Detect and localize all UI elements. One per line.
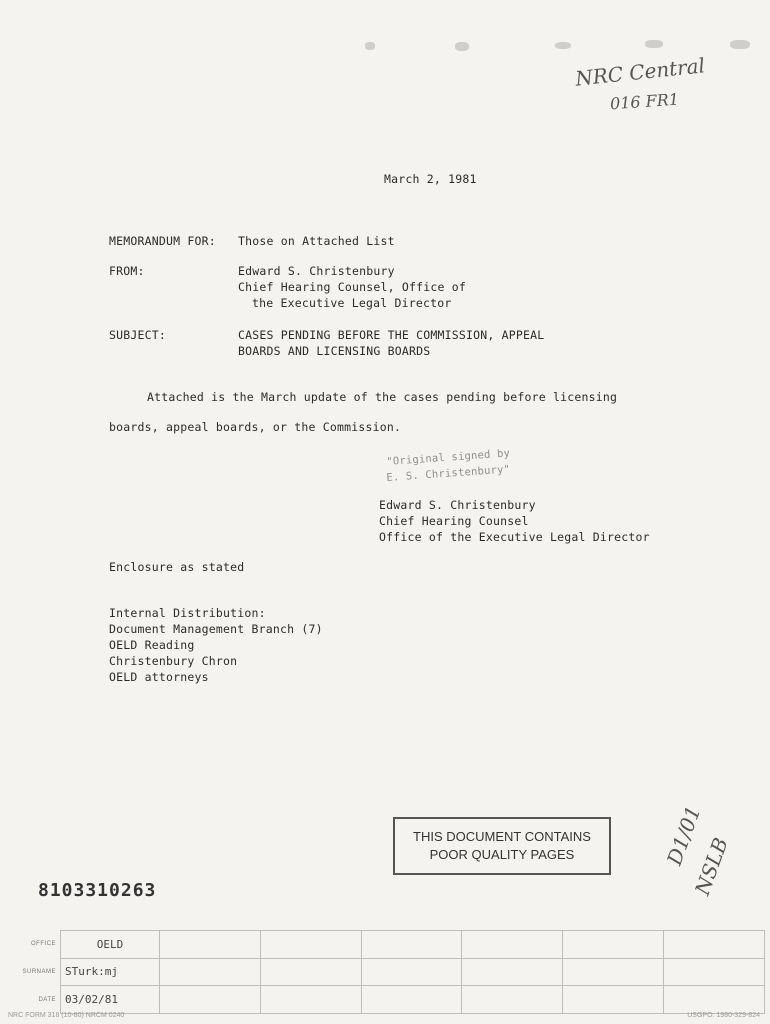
original-signed-stamp: E. S. Christenbury" xyxy=(386,463,511,484)
date-cell xyxy=(664,986,765,1014)
surname-row xyxy=(10,958,765,986)
from-line: Chief Hearing Counsel, Office of xyxy=(238,280,466,294)
body-text: boards, appeal boards, or the Commission. xyxy=(109,420,402,434)
date-cell xyxy=(462,986,563,1014)
subject-label: SUBJECT: xyxy=(109,328,166,342)
date-cell xyxy=(160,986,261,1014)
handwritten-file-code: 016 FR1 xyxy=(609,89,680,114)
office-cell xyxy=(664,931,765,959)
office-cell: OELD xyxy=(61,931,160,959)
date-row xyxy=(10,986,765,1014)
from-label: FROM: xyxy=(109,264,145,278)
original-signed-stamp: "Original signed by xyxy=(386,447,511,468)
stamp-line: THIS DOCUMENT CONTAINS xyxy=(413,829,591,844)
document-number: 8103310263 xyxy=(38,880,157,901)
from-line: Edward S. Christenbury xyxy=(238,264,395,278)
office-row xyxy=(10,931,765,959)
surname-label: SURNAME xyxy=(22,968,56,975)
signature-office: Office of the Executive Legal Director xyxy=(379,530,650,544)
distribution-item: Document Management Branch (7) xyxy=(109,622,323,636)
scan-smudge xyxy=(730,40,750,49)
body-text: Attached is the March update of the cases pending before licensing xyxy=(147,390,618,404)
surname-cell: STurk:mj xyxy=(61,958,160,986)
handwritten-routing-note: NRC Central xyxy=(574,53,707,91)
office-cell xyxy=(563,931,664,959)
date-cell xyxy=(260,986,361,1014)
memo-date: March 2, 1981 xyxy=(384,172,477,186)
printer-footer: USGPO: 1980-329-824 xyxy=(687,1012,760,1019)
from-line: the Executive Legal Director xyxy=(252,296,452,310)
subject-line: CASES PENDING BEFORE THE COMMISSION, APPEAL xyxy=(238,328,545,342)
concurrence-table xyxy=(10,930,765,1014)
scan-smudge xyxy=(645,40,663,48)
office-cell xyxy=(260,931,361,959)
memorandum-for-value: Those on Attached List xyxy=(238,234,395,248)
distribution-item: OELD attorneys xyxy=(109,670,209,684)
scan-smudge xyxy=(555,42,571,49)
distribution-title: Internal Distribution: xyxy=(109,606,266,620)
surname-cell xyxy=(160,958,261,986)
poor-quality-stamp xyxy=(393,817,611,875)
signature-title: Chief Hearing Counsel xyxy=(379,514,529,528)
scan-smudge xyxy=(365,42,375,50)
enclosure-note: Enclosure as stated xyxy=(109,560,245,574)
memorandum-for-label: MEMORANDUM FOR: xyxy=(109,234,216,248)
form-footer: NRC FORM 318 (10-80) NRCM 0240 xyxy=(8,1012,125,1019)
date-cell: 03/02/81 xyxy=(61,986,160,1014)
date-label: DATE xyxy=(38,996,56,1003)
surname-cell xyxy=(664,958,765,986)
handwritten-annotation: NSLB xyxy=(690,834,733,899)
scan-smudge xyxy=(455,42,469,51)
distribution-item: Christenbury Chron xyxy=(109,654,238,668)
date-cell xyxy=(563,986,664,1014)
surname-cell xyxy=(260,958,361,986)
office-cell xyxy=(160,931,261,959)
date-cell xyxy=(361,986,462,1014)
distribution-item: OELD Reading xyxy=(109,638,195,652)
surname-cell xyxy=(563,958,664,986)
handwritten-annotation: D1/01 xyxy=(662,802,706,869)
signature-name: Edward S. Christenbury xyxy=(379,498,536,512)
subject-line: BOARDS AND LICENSING BOARDS xyxy=(238,344,431,358)
stamp-line: POOR QUALITY PAGES xyxy=(429,847,575,862)
office-label: OFFICE xyxy=(31,941,56,948)
office-cell xyxy=(462,931,563,959)
surname-cell xyxy=(361,958,462,986)
office-cell xyxy=(361,931,462,959)
surname-cell xyxy=(462,958,563,986)
